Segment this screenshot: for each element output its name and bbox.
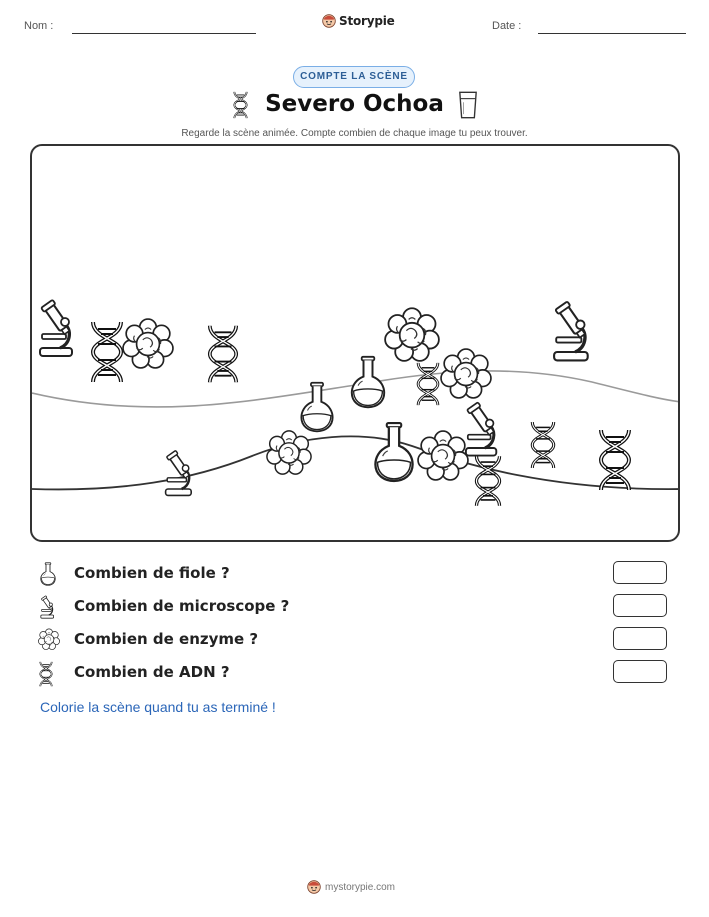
flask-icon — [375, 423, 412, 481]
microscope-icon — [166, 450, 192, 495]
scene-badge: COMPTE LA SCÈNE — [293, 66, 415, 88]
dna-icon — [38, 661, 54, 687]
enzyme-icon — [418, 431, 468, 480]
answer-box-dna[interactable] — [613, 660, 667, 683]
answer-box-microscope[interactable] — [613, 594, 667, 617]
brand-logo — [322, 14, 395, 28]
question-label: Combien de fiole ? — [74, 564, 230, 582]
page-title: Severo Ochoa — [265, 91, 444, 117]
dna-icon — [601, 430, 629, 490]
answer-box-flask[interactable] — [613, 561, 667, 584]
name-label: Nom : — [24, 20, 54, 32]
mascot-icon — [322, 14, 336, 28]
dna-icon — [418, 363, 438, 405]
glass-icon — [458, 90, 478, 120]
microscope-icon — [466, 402, 497, 455]
footer-url: mystorypie.com — [325, 881, 396, 893]
enzyme-icon — [441, 349, 491, 398]
question-label: Combien de microscope ? — [74, 597, 290, 615]
question-label: Combien de enzyme ? — [74, 630, 259, 648]
dna-icon — [210, 326, 236, 382]
name-line[interactable] — [72, 33, 256, 34]
page-subtitle: Regarde la scène animée. Compte combien de chaque image tu peux trouver. — [181, 128, 528, 139]
question-label: Combien de ADN ? — [74, 663, 230, 681]
enzyme-icon — [267, 431, 311, 474]
enzyme-icon — [123, 319, 173, 368]
date-label: Date : — [492, 20, 522, 32]
brand-name: Storypie — [339, 14, 395, 28]
date-line[interactable] — [538, 33, 686, 34]
microscope-icon — [40, 300, 73, 356]
coloring-instruction: Colorie la scène quand tu as terminé ! — [40, 699, 276, 715]
front-hill-line — [32, 436, 680, 489]
flask-icon — [38, 562, 58, 586]
flask-icon — [352, 357, 384, 407]
dna-icon — [476, 456, 499, 505]
scene-illustration — [32, 146, 680, 542]
microscope-icon — [554, 301, 588, 360]
question-row-flask — [38, 561, 678, 587]
question-row-microscope — [38, 594, 678, 620]
question-row-dna — [38, 660, 678, 686]
enzyme-icon — [385, 308, 439, 361]
mascot-icon — [307, 880, 321, 894]
dna-icon — [93, 322, 121, 382]
enzyme-icon — [38, 628, 60, 650]
counting-scene — [30, 144, 680, 542]
footer — [307, 880, 395, 894]
microscope-icon — [38, 595, 58, 619]
dna-icon — [532, 422, 553, 468]
question-row-enzyme — [38, 627, 678, 653]
answer-box-enzyme[interactable] — [613, 627, 667, 650]
